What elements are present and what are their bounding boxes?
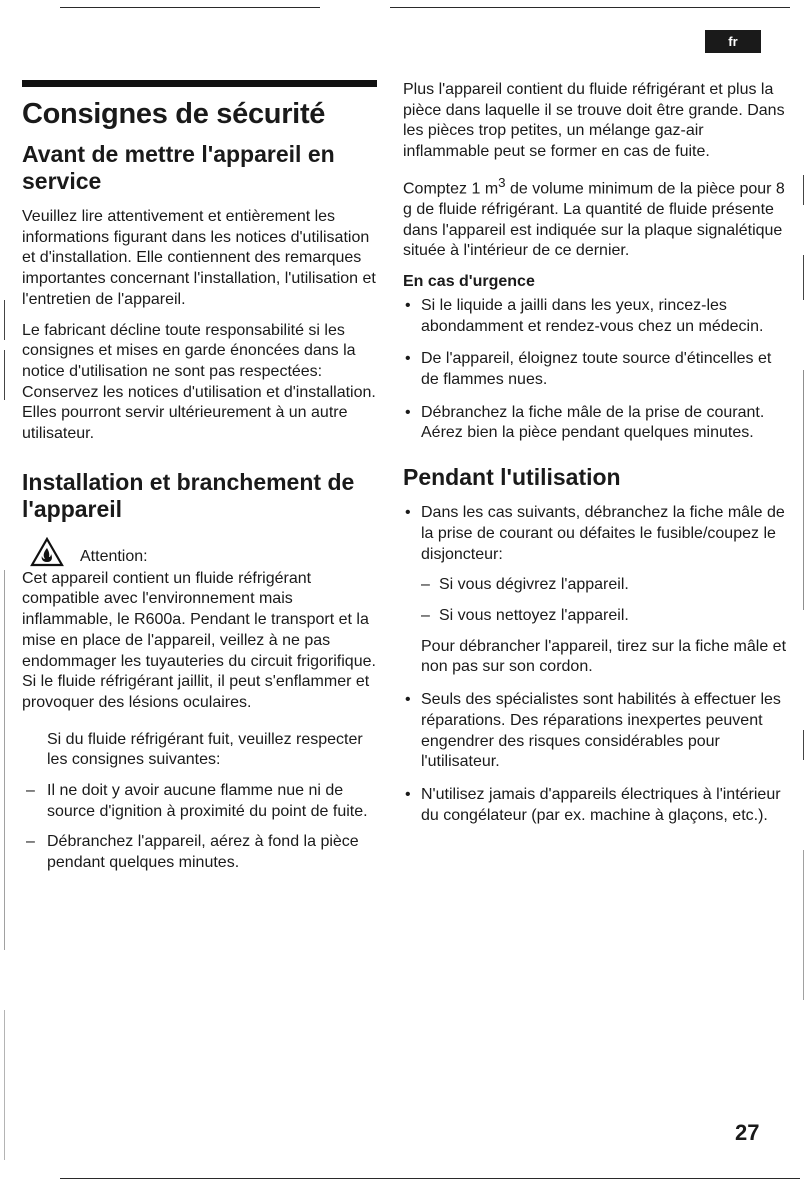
list-item	[403, 785, 788, 826]
bullet-mark: •	[405, 785, 411, 803]
list-item-text: Débranchez la fiche mâle de la prise de courant. Aérez bien la pièce pendant quelques minutes.	[421, 403, 765, 442]
section-heading-before-use: Avant de mettre l'appareil en service	[22, 141, 335, 194]
left-margin-mark	[4, 350, 5, 400]
warning-flame-icon	[30, 537, 64, 567]
emergency-list	[403, 296, 788, 444]
right-margin-mark	[803, 730, 804, 760]
page-number: 27	[735, 1120, 760, 1145]
volume-text-after: de volume minimum de la pièce pour 8 g de fluide réfrigérant. La quantité de fluide présente dans l'appareil est indiquée sur la plaque signalétique située à l'intérieur de ce dernier.	[403, 180, 785, 260]
bullet-mark: •	[405, 296, 411, 314]
bullet-mark: •	[405, 504, 411, 522]
list-item-text: N'utilisez jamais d'appareils électriques à l'intérieur du congélateur (par ex. machine à glaçons, etc.).	[421, 785, 781, 824]
paragraph-leak-instructions: Si du fluide réfrigérant fuit, veuillez respecter les consignes suivantes:	[47, 730, 363, 769]
volume-text-before: Comptez 1 m	[403, 180, 499, 198]
list-item-text: Si vous nettoyez l'appareil.	[439, 606, 629, 624]
unplug-note: Pour débrancher l'appareil, tirez sur la fiche mâle et non pas sur son cordon.	[421, 637, 787, 676]
leak-instructions-list	[22, 781, 382, 874]
list-item	[22, 781, 382, 822]
list-item	[403, 403, 788, 444]
right-column	[403, 80, 788, 838]
list-item	[22, 832, 382, 873]
list-item	[403, 503, 788, 678]
list-item-text: Seuls des spécialistes sont habilités à effectuer les réparations. Des réparations inexpertes peuvent engendrer des risques considérables pour l'utilisateur.	[421, 691, 781, 771]
left-margin-mark	[4, 570, 5, 950]
list-item-text: Si le liquide a jailli dans les yeux, rincez-les abondamment et rendez-vous chez un médecin.	[421, 296, 764, 335]
top-rule-left	[60, 7, 320, 8]
dash-mark: –	[421, 576, 430, 594]
paragraph-volume	[403, 173, 788, 262]
list-item-text: Si vous dégivrez l'appareil.	[439, 576, 629, 594]
usage-list	[403, 503, 788, 826]
superscript-3: 3	[498, 174, 506, 190]
list-item	[403, 296, 788, 337]
attention-callout	[22, 537, 382, 567]
paragraph-read-instructions: Veuillez lire attentivement et entièrement les informations figurant dans les notices d'utilisation et d'installation. Elle contiennent des remarques importantes concernant l'installation, l'utilisation et l'entretien de l'appareil.	[22, 208, 376, 308]
top-rule-right	[390, 7, 790, 8]
paragraph-keep-instructions: Conservez les notices d'utilisation et d'installation. Elles pourront servir ultérieurement à un autre utilisateur.	[22, 383, 376, 443]
list-item	[403, 349, 788, 390]
bottom-rule	[60, 1178, 800, 1179]
title-bar-rule	[22, 80, 377, 87]
bullet-mark: •	[405, 403, 411, 421]
language-badge: fr	[705, 30, 761, 53]
attention-label: Attention:	[80, 547, 148, 565]
left-column	[22, 80, 382, 884]
dash-mark: –	[26, 833, 35, 851]
section-heading-during-use: Pendant l'utilisation	[403, 464, 621, 491]
left-margin-mark	[4, 1010, 5, 1160]
right-margin-mark	[803, 370, 804, 610]
bullet-mark: •	[405, 691, 411, 709]
right-margin-mark	[803, 175, 804, 205]
list-item-text: Dans les cas suivants, débranchez la fiche mâle de la prise de courant ou défaites le fusible/coupez le disjoncteur:	[421, 504, 785, 563]
left-margin-mark	[4, 300, 5, 340]
list-item	[421, 606, 788, 627]
right-margin-mark	[803, 850, 804, 1000]
list-item	[421, 575, 788, 596]
dash-mark: –	[26, 782, 35, 800]
section-heading-installation: Installation et branchement de l'appareil	[22, 468, 355, 522]
list-item-text: De l'appareil, éloignez toute source d'étincelles et de flammes nues.	[421, 350, 772, 389]
page-title: Consignes de sécurité	[22, 98, 326, 130]
bullet-mark: •	[405, 350, 411, 368]
list-item-text: Il ne doit y avoir aucune flamme nue ni de source d'ignition à proximité du point de fuite.	[47, 782, 368, 820]
dash-mark: –	[421, 606, 430, 624]
emergency-heading: En cas d'urgence	[403, 272, 535, 290]
paragraph-room-size: Plus l'appareil contient du fluide réfrigérant et plus la pièce dans laquelle il se trouve doit être grande. Dans les pièces trop petites, un mélange gaz-air inflammable peut se former en cas de fuite.	[403, 81, 785, 161]
right-margin-mark	[803, 255, 804, 300]
list-item-text: Débranchez l'appareil, aérez à fond la pièce pendant quelques minutes.	[47, 833, 359, 872]
unplug-cases-list	[421, 575, 788, 626]
paragraph-refrigerant-warning: Cet appareil contient un fluide réfrigérant compatible avec l'environnement mais inflammable, le R600a. Pendant le transport et la mise en place de l'appareil, veillez à ne pas endommager les tuyauteries du circuit frigorifique. Si le fluide réfrigérant jaillit, il peut s'enflammer et provoquer des lésions oculaires.	[22, 569, 376, 711]
list-item	[403, 690, 788, 773]
paragraph-liability: Le fabricant décline toute responsabilité si les consignes et mises en garde énoncées dans la notice d'utilisation ne sont pas respectées:	[22, 321, 356, 380]
